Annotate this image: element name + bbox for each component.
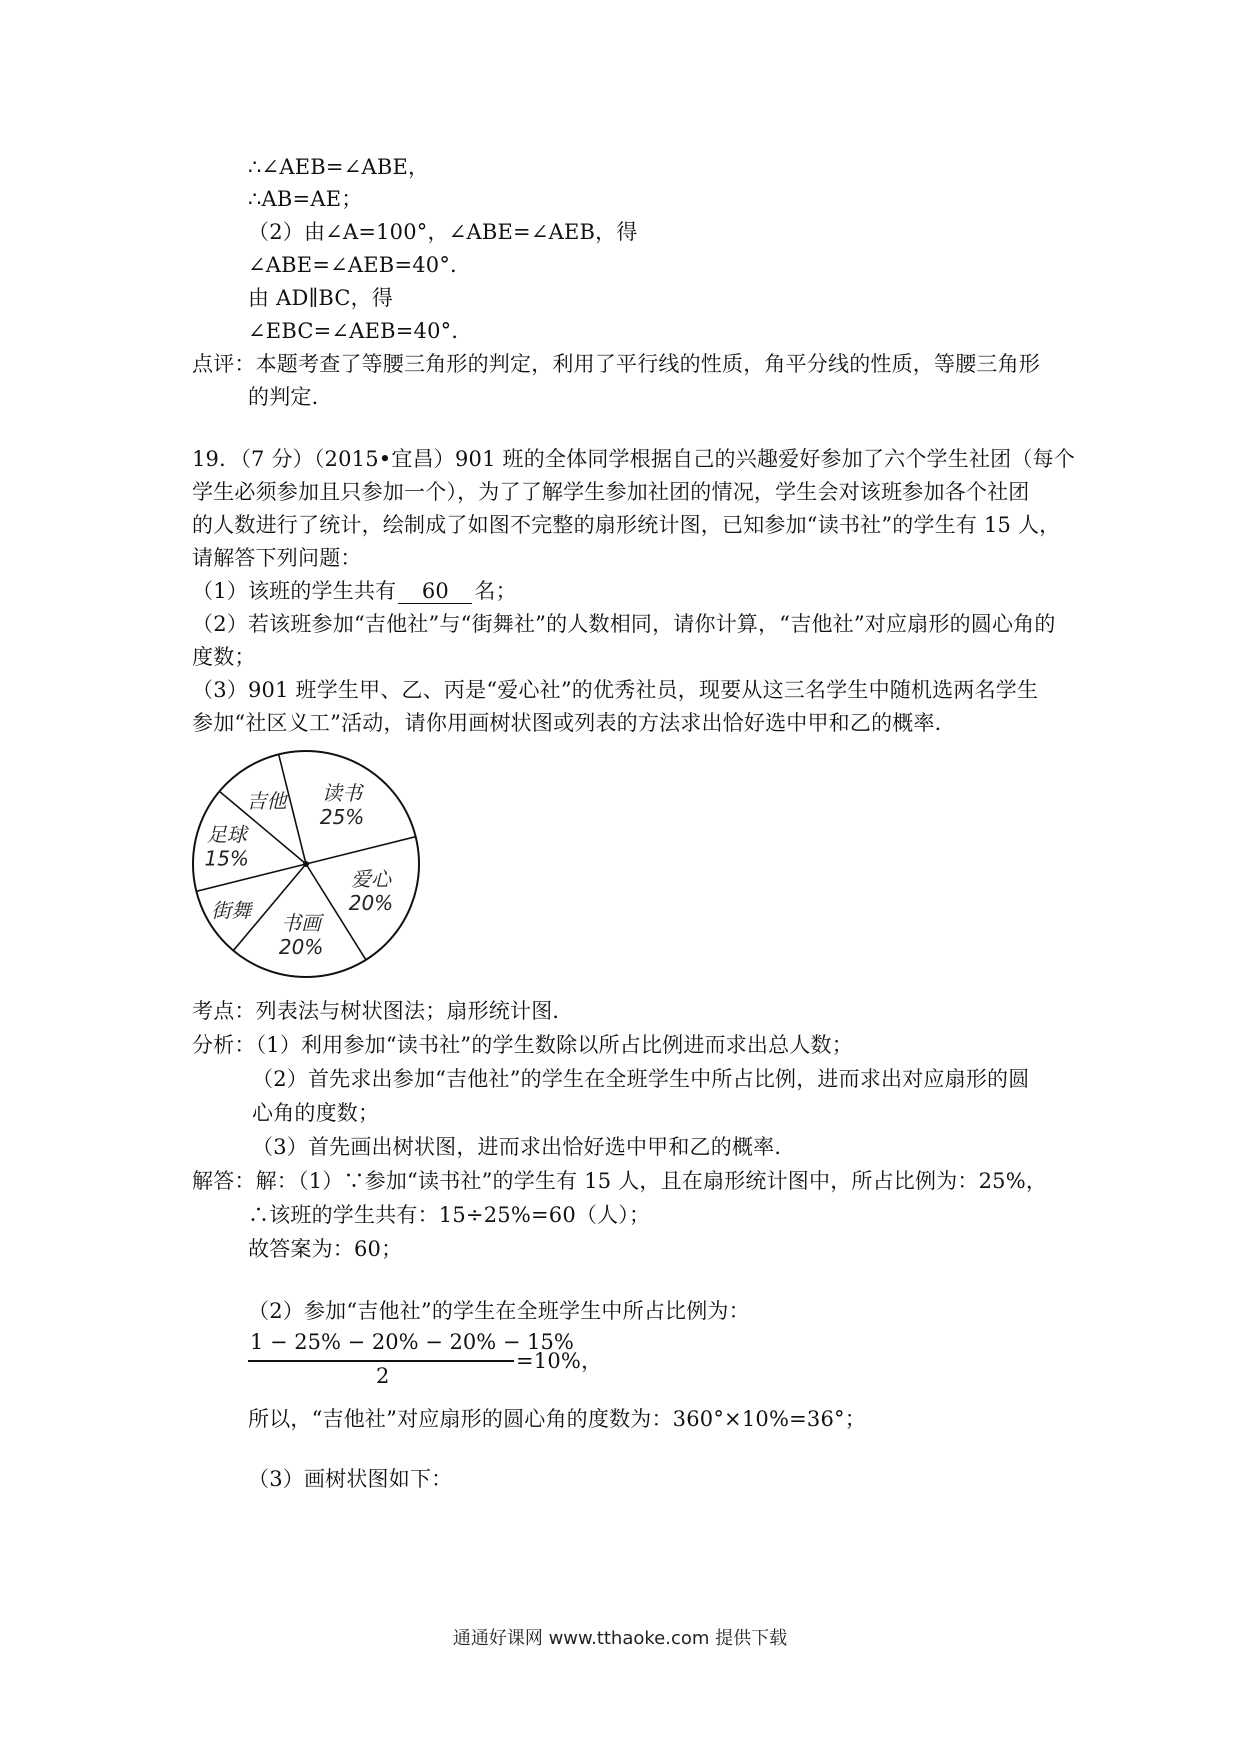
fraction-denominator: 2: [376, 1364, 390, 1388]
question-part-3: 参加“社区义工”活动，请你用画树状图或列表的方法求出恰好选中甲和乙的概率．: [192, 711, 956, 735]
pie-slice-label: 足球: [206, 822, 247, 847]
fraction-result: =10%，: [516, 1349, 603, 1373]
answer-line: （2）参加“吉他社”的学生在全班学生中所占比例为：: [248, 1299, 750, 1323]
pie-chart: [186, 744, 426, 984]
question-text: 19．（7 分）（2015•宜昌）901 班的全体同学根据自己的兴趣爱好参加了六个学生社团（每个: [192, 447, 1075, 471]
answer-line: 故答案为：60；: [248, 1237, 403, 1261]
question-part-3: （3）901 班学生甲、乙、丙是“爱心社”的优秀社员，现要从这三名学生中随机选两名学生: [192, 678, 1039, 702]
question-text: 的人数进行了统计，绘制成了如图不完整的扇形统计图，已知参加“读书社”的学生有 15 人，: [192, 513, 1061, 537]
kaodian-line: 考点：列表法与树状图法；扇形统计图．: [192, 999, 574, 1023]
question-text: 学生必须参加且只参加一个），为了了解学生参加社团的情况，学生会对该班参加各个社团: [192, 480, 1030, 504]
pie-slice-value: 15%: [204, 846, 249, 871]
question-part-2: （2）若该班参加“吉他社”与“街舞社”的人数相同，请你计算，“吉他社”对应扇形的圆心角的: [192, 612, 1056, 636]
pie-slice-value: 20%: [348, 891, 394, 916]
analysis-line: （2）首先求出参加“吉他社”的学生在全班学生中所占比例，进而求出对应扇形的圆: [252, 1067, 1030, 1091]
answer-line: （3）画树状图如下：: [248, 1467, 453, 1491]
solution-line: 由 AD∥BC，得: [248, 286, 394, 310]
question-part-1: [192, 576, 517, 606]
pie-slice-value: 20%: [278, 934, 324, 959]
solution-line: ∴∠AEB=∠ABE，: [248, 155, 430, 179]
pie-slice-label: 书画: [281, 910, 322, 935]
pie-slice-label: 吉他: [246, 788, 287, 813]
fraction-numerator: 1 − 25% − 20% − 20% − 15%: [250, 1330, 574, 1354]
part-1-unit: 名；: [474, 579, 517, 603]
answer-line: ∴该班的学生共有：15÷25%=60（人）；: [248, 1203, 651, 1227]
question-part-2: 度数；: [192, 645, 256, 669]
question-text: 请解答下列问题：: [192, 546, 362, 570]
solution-line: ∠EBC=∠AEB=40°．: [248, 319, 473, 343]
analysis-line: 分析：（1）利用参加“读书社”的学生数除以所占比例进而求出总人数；: [192, 1033, 853, 1057]
analysis-line: 心角的度数；: [252, 1101, 380, 1125]
answer-line: 所以，“吉他社”对应扇形的圆心角的度数为：360°×10%=36°；: [248, 1407, 866, 1431]
pie-center-dot: [303, 861, 309, 867]
answer-line: 解答：解：（1）∵参加“读书社”的学生有 15 人，且在扇形统计图中，所占比例为：25%，: [192, 1169, 1048, 1193]
pie-slice-label: 街舞: [211, 898, 252, 923]
pie-slice-label: 读书: [322, 780, 363, 805]
pie-slice-label: 爱心: [350, 867, 391, 892]
solution-line: ∠ABE=∠AEB=40°．: [248, 253, 472, 277]
part-1-text: （1）该班的学生共有: [192, 579, 397, 603]
solution-line: （2）由∠A=100°，∠ABE=∠AEB，得: [248, 220, 638, 244]
comment-line: 的判定．: [248, 385, 333, 409]
analysis-line: （3）首先画出树状图，进而求出恰好选中甲和乙的概率．: [252, 1135, 796, 1159]
page-footer: 通通好课网 www.tthaoke.com 提供下载: [452, 1628, 788, 1649]
comment-line: 点评：本题考查了等腰三角形的判定，利用了平行线的性质，角平分线的性质，等腰三角形: [192, 352, 1040, 376]
solution-line: ∴AB=AE；: [248, 187, 363, 211]
answer-blank: 60: [398, 579, 472, 604]
pie-slice-value: 25%: [319, 804, 365, 829]
